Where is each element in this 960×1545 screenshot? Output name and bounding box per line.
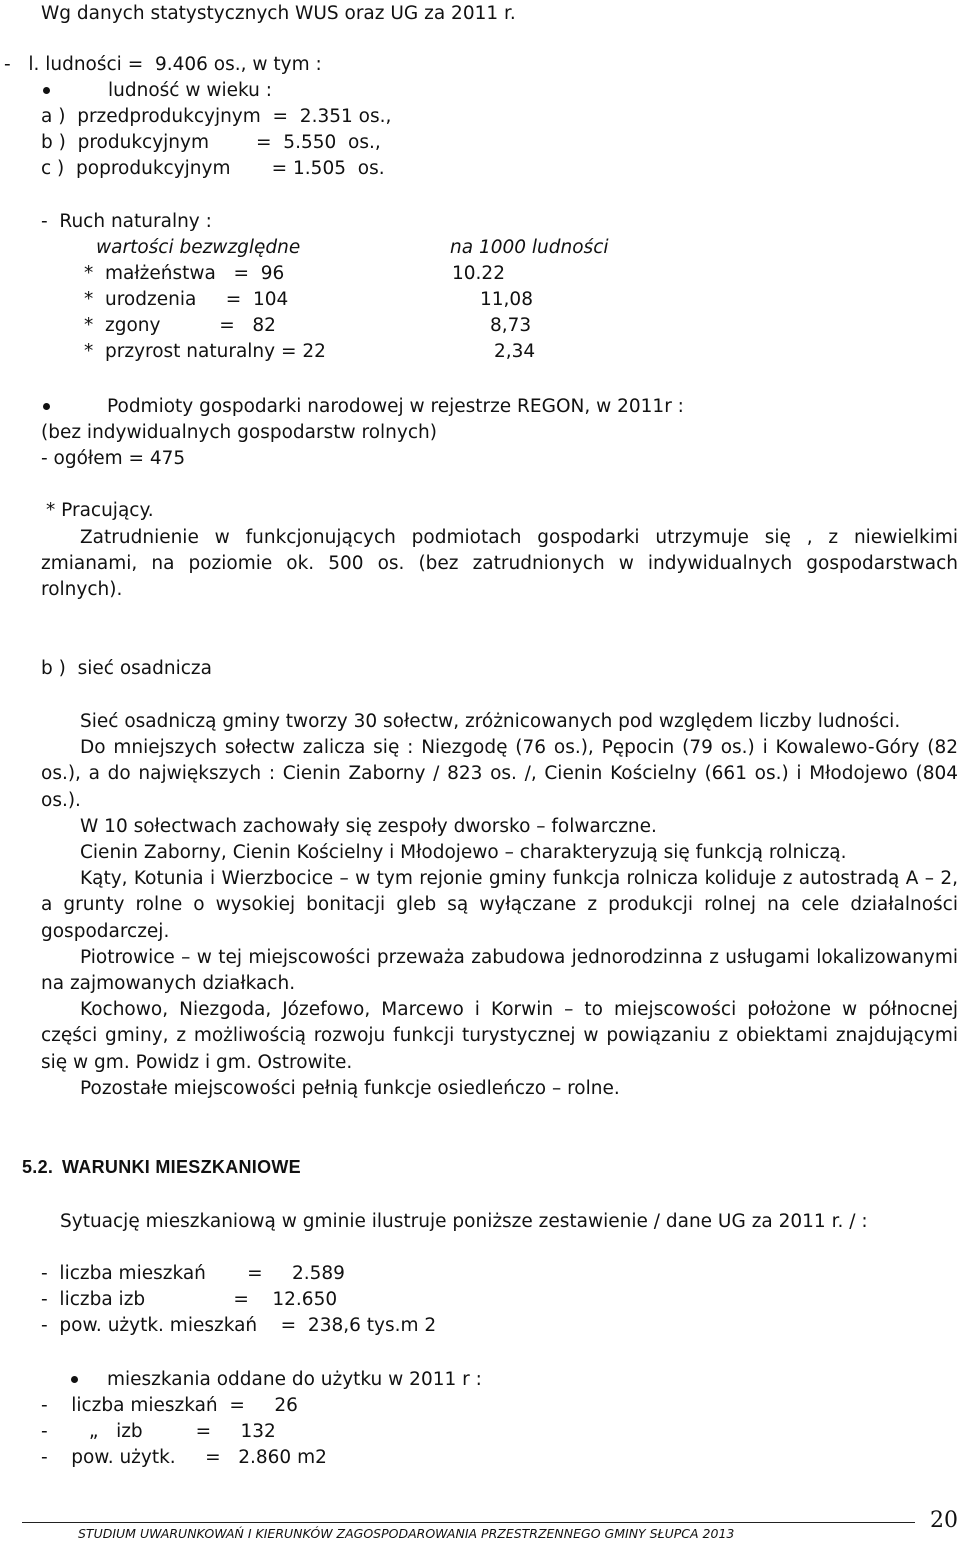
footer-divider (22, 1522, 915, 1523)
marriages-rate: 10.22 (452, 263, 505, 284)
bullet-icon (43, 403, 50, 410)
housing-intro: Sytuację mieszkaniową w gminie ilustruje poniższe zestawienie / dane UG za 2011 r. / : (60, 1211, 868, 1232)
settlement-paragraph: Kąty, Kotunia i Wierzbocice – w tym rejonie gminy funkcja rolnicza koliduje z autostradą A – 2, a grunty rolne o wysokiej bonitacji gleb są wyłączane z produkcji rolnej na cele działalności gospodarczej. (41, 868, 958, 942)
productive-line: b ) produkcyjnym = 5.550 os., (41, 132, 381, 153)
settlement-paragraph: Sieć osadniczą gminy tworzy 30 sołectw, zróżnicowanych pod względem liczby ludności. (80, 711, 901, 732)
section-number: 5.2. (22, 1157, 54, 1177)
population-total: - l. ludności = 9.406 os., w tym : (4, 54, 322, 75)
regon-line: Podmioty gospodarki narodowej w rejestrze REGON, w 2011r : (107, 396, 684, 417)
deaths-label: * zgony = 82 (84, 315, 276, 336)
section-title: WARUNKI MIESZKANIOWE (62, 1157, 301, 1177)
marriages-label: * małżeństwa = 96 (84, 263, 285, 284)
absolute-values-header: wartości bezwzględne (96, 237, 301, 258)
new-housing-title: mieszkania oddane do użytku w 2011 r : (107, 1369, 482, 1390)
bullet-icon (71, 1376, 78, 1383)
housing-stat-rooms: - liczba izb = 12.650 (41, 1289, 338, 1310)
page-number: 20 (930, 1508, 958, 1533)
settlement-paragraph: Piotrowice – w tej miejscowości przeważa zabudowa jednorodzinna z usługami lokalizowanymi na zajmowanych działkach. (41, 946, 958, 995)
age-label: ludność w wieku : (108, 80, 272, 101)
bullet-icon (43, 87, 50, 94)
settlement-title: b ) sieć osadnicza (41, 658, 212, 679)
new-area-line: - pow. użytk. = 2.860 m2 (41, 1447, 327, 1468)
deaths-rate: 8,73 (490, 315, 532, 336)
regon-note: (bez indywidualnych gospodarstw rolnych) (41, 422, 437, 443)
settlement-paragraph: Do mniejszych sołectw zalicza się : Niezgodę (76 os.), Pępocin (79 os.) i Kowalewo-Góry (82 os.), a do największych : Cienin Zaborny / 823 os. /, Cienin Kościelny (661 os.) i Młodojewo (804 os.). (41, 737, 958, 811)
births-rate: 11,08 (480, 289, 533, 310)
settlement-paragraph: Pozostałe miejscowości pełnią funkcje osiedleńczo – rolne. (80, 1077, 620, 1099)
employed-label: * Pracujący. (46, 500, 154, 521)
settlement-paragraph: Kochowo, Niezgoda, Józefowo, Marcewo i Korwin – to miejscowości położone w północnej części gminy, z możliwością rozwoju funkcji turystycznej w powiązaniu z obiektami znajdującymi się w gm. Powidz i gm. Ostrowite. (41, 999, 958, 1073)
settlement-paragraph: W 10 sołectwach zachowały się zespoły dworsko – folwarczne. (80, 815, 657, 837)
natural-movement-title: - Ruch naturalny : (41, 211, 212, 232)
new-dwellings-line: - liczba mieszkań = 26 (41, 1395, 298, 1416)
housing-stat-area: - pow. użytk. mieszkań = 238,6 tys.m 2 (41, 1315, 437, 1336)
per-1000-header: na 1000 ludności (450, 237, 609, 258)
housing-stat-dwellings: - liczba mieszkań = 2.589 (41, 1263, 345, 1284)
new-rooms-line: - „ izb = 132 (41, 1421, 276, 1442)
section-heading (22, 1157, 301, 1178)
natural-increase-rate: 2,34 (494, 341, 536, 362)
natural-increase-label: * przyrost naturalny = 22 (84, 341, 326, 362)
pre-productive-line: a ) przedprodukcyjnym = 2.351 os., (41, 106, 392, 127)
employment-paragraph: Zatrudnienie w funkcjonujących podmiotach gospodarki utrzymuje się , z niewielkimi zmianami, na poziomie ok. 500 os. (bez zatrudnionych w indywidualnych gospodarstwach rolnych). (41, 527, 958, 601)
births-label: * urodzenia = 104 (84, 289, 289, 310)
post-productive-line: c ) poprodukcyjnym = 1.505 os. (41, 158, 385, 179)
settlement-paragraph: Cienin Zaborny, Cienin Kościelny i Młodojewo – charakteryzują się funkcją rolniczą. (80, 842, 847, 864)
settlement-text (41, 709, 958, 1102)
intro-line: Wg danych statystycznych WUS oraz UG za 2011 r. (41, 3, 516, 24)
regon-total: - ogółem = 475 (41, 448, 186, 469)
footer-text: STUDIUM UWARUNKOWAŃ I KIERUNKÓW ZAGOSPODAROWANIA PRZESTRZENNEGO GMINY SŁUPCA 2013 (78, 1526, 735, 1541)
